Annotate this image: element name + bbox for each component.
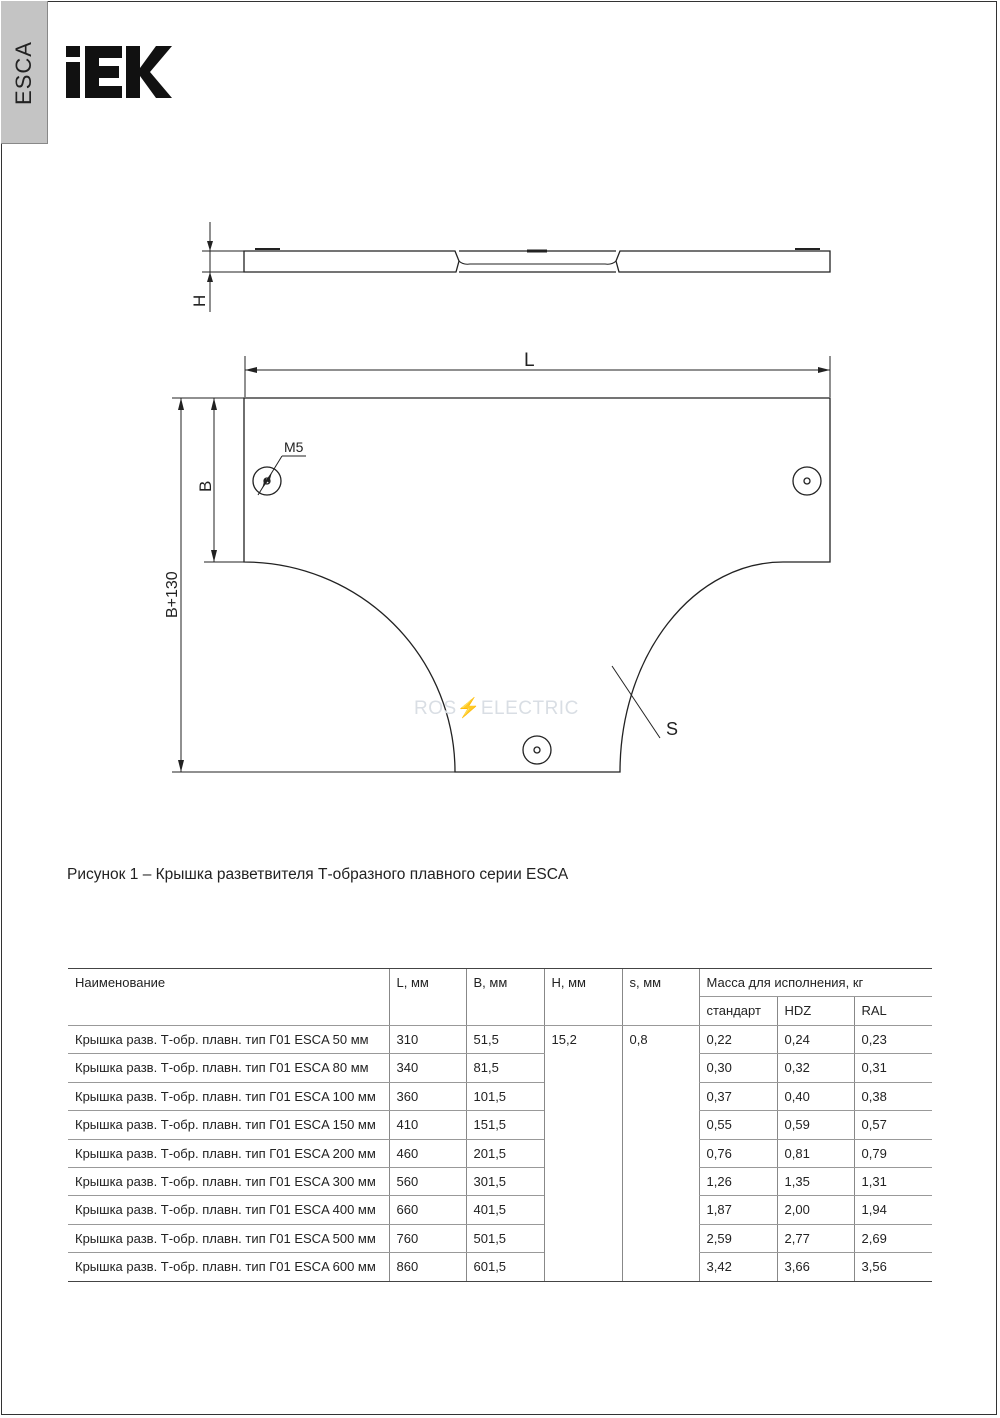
cell-standard: 1,26: [699, 1167, 777, 1195]
cell-hdz: 1,35: [777, 1167, 854, 1195]
cell-ral: 0,31: [854, 1054, 932, 1082]
cell-ral: 2,69: [854, 1224, 932, 1252]
cell-name: Крышка разв. Т-обр. плавн. тип Г01 ESCA 300 мм: [68, 1167, 389, 1195]
cell-b: 51,5: [466, 1026, 544, 1054]
cell-hdz: 0,40: [777, 1082, 854, 1110]
cell-l: 310: [389, 1026, 466, 1054]
table-row: [68, 1196, 932, 1224]
table-row: [68, 1224, 932, 1252]
cell-ral: 0,23: [854, 1026, 932, 1054]
cell-ral: 3,56: [854, 1253, 932, 1281]
cell-l: 760: [389, 1224, 466, 1252]
table-row: [68, 1082, 932, 1110]
cell-b: 301,5: [466, 1167, 544, 1195]
cell-hdz: 0,59: [777, 1111, 854, 1139]
cell-hdz: 2,00: [777, 1196, 854, 1224]
table-row: [68, 1111, 932, 1139]
cell-name: Крышка разв. Т-обр. плавн. тип Г01 ESCA 400 мм: [68, 1196, 389, 1224]
table-row: [68, 1054, 932, 1082]
header-mass-hdz: HDZ: [777, 997, 854, 1026]
cell-l: 410: [389, 1111, 466, 1139]
figure-caption: Рисунок 1 – Крышка разветвителя Т-образного плавного серии ESCA: [67, 866, 569, 883]
header-mass: Масса для исполнения, кг: [699, 969, 932, 997]
header-mass-standard: стандарт: [699, 997, 777, 1026]
cell-ral: 0,38: [854, 1082, 932, 1110]
cell-name: Крышка разв. Т-обр. плавн. тип Г01 ESCA 500 мм: [68, 1224, 389, 1252]
cell-l: 360: [389, 1082, 466, 1110]
header-name: Наименование: [68, 969, 389, 1026]
cell-name: Крышка разв. Т-обр. плавн. тип Г01 ESCA 200 мм: [68, 1139, 389, 1167]
spec-table: [68, 968, 932, 1282]
cell-b: 501,5: [466, 1224, 544, 1252]
cell-standard: 0,37: [699, 1082, 777, 1110]
cell-b: 401,5: [466, 1196, 544, 1224]
header-s: s, мм: [622, 969, 699, 1026]
cell-standard: 0,22: [699, 1026, 777, 1054]
cell-ral: 1,31: [854, 1167, 932, 1195]
header-b: B, мм: [466, 969, 544, 1026]
cell-l: 460: [389, 1139, 466, 1167]
dim-b-label: B: [196, 480, 215, 492]
cell-ral: 0,57: [854, 1111, 932, 1139]
cell-standard: 3,42: [699, 1253, 777, 1281]
cell-standard: 0,30: [699, 1054, 777, 1082]
cell-standard: 2,59: [699, 1224, 777, 1252]
cell-hdz: 2,77: [777, 1224, 854, 1252]
series-label: ESCA: [11, 41, 36, 105]
header-l: L, мм: [389, 969, 466, 1026]
cell-b: 101,5: [466, 1082, 544, 1110]
cell-name: Крышка разв. Т-обр. плавн. тип Г01 ESCA 80 мм: [68, 1054, 389, 1082]
cell-b: 151,5: [466, 1111, 544, 1139]
side-view: [244, 249, 830, 272]
cell-standard: 0,55: [699, 1111, 777, 1139]
dim-l-label: L: [524, 350, 535, 371]
cell-l: 660: [389, 1196, 466, 1224]
cell-h: 15,2: [544, 1026, 622, 1282]
cell-name: Крышка разв. Т-обр. плавн. тип Г01 ESCA 150 мм: [68, 1111, 389, 1139]
cell-l: 340: [389, 1054, 466, 1082]
table-row: [68, 1167, 932, 1195]
cell-l: 560: [389, 1167, 466, 1195]
cell-standard: 0,76: [699, 1139, 777, 1167]
cell-ral: 0,79: [854, 1139, 932, 1167]
watermark: ROS⚡ELECTRIC: [414, 698, 579, 719]
dim-s-label: S: [666, 719, 679, 739]
cell-l: 860: [389, 1253, 466, 1281]
dim-b130-label: B+130: [164, 571, 181, 618]
cell-ral: 1,94: [854, 1196, 932, 1224]
header-mass-ral: RAL: [854, 997, 932, 1026]
cell-b: 201,5: [466, 1139, 544, 1167]
cell-s: 0,8: [622, 1026, 699, 1282]
cell-hdz: 3,66: [777, 1253, 854, 1281]
cell-b: 81,5: [466, 1054, 544, 1082]
cell-name: Крышка разв. Т-обр. плавн. тип Г01 ESCA 50 мм: [68, 1026, 389, 1054]
cell-name: Крышка разв. Т-обр. плавн. тип Г01 ESCA 600 мм: [68, 1253, 389, 1281]
header-h: H, мм: [544, 969, 622, 1026]
cell-hdz: 0,81: [777, 1139, 854, 1167]
table-row: [68, 1026, 932, 1054]
table-row: [68, 1253, 932, 1281]
dim-m5-label: M5: [284, 439, 304, 455]
cell-standard: 1,87: [699, 1196, 777, 1224]
spec-table-body: [68, 1026, 932, 1282]
dim-h-label: H: [190, 294, 209, 307]
cell-name: Крышка разв. Т-обр. плавн. тип Г01 ESCA 100 мм: [68, 1082, 389, 1110]
cell-hdz: 0,24: [777, 1026, 854, 1054]
cell-hdz: 0,32: [777, 1054, 854, 1082]
cell-b: 601,5: [466, 1253, 544, 1281]
table-row: [68, 1139, 932, 1167]
